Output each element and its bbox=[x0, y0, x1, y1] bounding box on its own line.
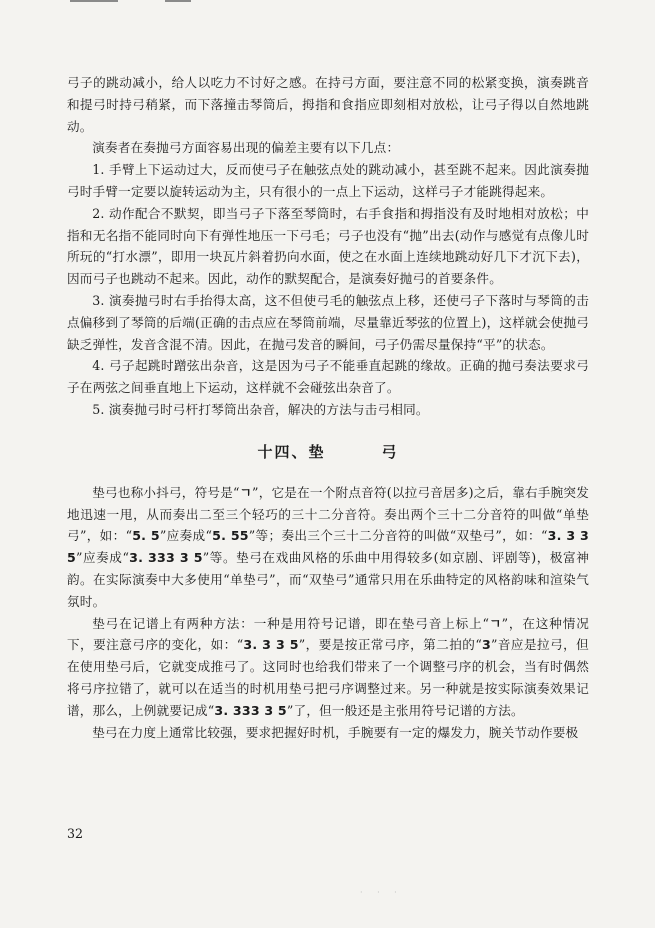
paragraph-notation-methods: 垫弓在记谱上有两种方法：一种是用符号记谱，即在垫弓音上标上“ㄱ”，在这种情况下，要注意弓序的变化，如：“3. 3 3 5”，要是按正常弓序，第二拍的“3”音应是拉弓，但在使用垫弓后，它就变成推弓了。这同时也给我们带来了一个调整弓序的机会，当有时偶然将弓序拉错了，就可以在适当的时机用垫弓把弓序调整过来。另一种就是按实际演奏效果记谱，那么，上例就要记成“3. 333 3 5”了，但一般还是主张用符号记谱的方法。 bbox=[67, 615, 589, 718]
notation-example: 3. 333 3 5 bbox=[129, 550, 203, 566]
dianbow-symbol: ㄱ bbox=[239, 484, 253, 500]
list-item-3: 3. 演奏抛弓时右手抬得太高，这不但使弓毛的触弦点上移，还使弓子下落时与琴筒的击点偏移到了琴筒的后端(正确的击点应在琴筒前端，尽量靠近琴弦的位置上)，这样就会使抛弓缺乏弹性，发音含混不清。因此，在抛弓发音的瞬间，弓子仍需尽量保持“平”的状态。 bbox=[67, 292, 589, 352]
list-item-4: 4. 弓子起跳时蹭弦出杂音，这是因为弓子不能垂直起跳的缘故。正确的抛弓奏法要求弓子在两弦之间垂直地上下运动，这样就不会碰弦出杂音了。 bbox=[67, 358, 589, 396]
notation-example: 3. 333 3 5 bbox=[214, 702, 287, 718]
heading-part-2: 弓 bbox=[381, 442, 399, 461]
list-item-1: 1. 手臂上下运动过大，反而使弓子在触弦点处的跳动减小，甚至跳不起来。因此演奏抛弓时手臂一定要以旋转运动为主，只有很小的一点上下运动，这样弓子才能跳得起来。 bbox=[67, 162, 589, 199]
list-item-5: 5. 演奏抛弓时弓杆打琴筒出杂音，解决的方法与击弓相同。 bbox=[92, 401, 429, 417]
notation-example: 5. 5 bbox=[132, 528, 160, 544]
dianbow-symbol: ㄱ bbox=[489, 615, 502, 631]
list-item-2: 2. 动作配合不默契，即当弓子下落至琴筒时，右手食指和拇指没有及时地相对放松；中指和无名指不能同时向下有弹性地压一下弓毛；弓子也没有“抛”出去(动作与感觉有点像儿时所玩的“打水漂”，即用一块瓦片斜着扔向水面，使之在水面上连续地跳动好几下才沉下去)，因而弓子也跳动不起来。因此，动作的默契配合，是演奏好抛弓的首要条件。 bbox=[67, 205, 589, 287]
notation-example: 3. 3 3 5 bbox=[243, 637, 299, 653]
paragraph-dianbow-strength: 垫弓在力度上通常比较强，要求把握好时机，手腕要有一定的爆发力，腕关节动作要极 bbox=[92, 724, 579, 740]
paragraph-continued: 弓子的跳动减小，给人以吃力不讨好之感。在持弓方面，要注意不同的松紧变换，演奏跳音和提弓时持弓稍紧，而下落撞击琴筒后，拇指和食指应即刻相对放松，让弓子得以自然地跳动。 bbox=[67, 75, 589, 134]
notation-example: 5. 55 bbox=[212, 528, 249, 544]
page-number: 32 bbox=[67, 826, 84, 841]
footer-dots: · · · bbox=[360, 888, 403, 897]
paragraph-intro: 演奏者在奏抛弓方面容易出现的偏差主要有以下几点： bbox=[92, 140, 400, 156]
notation-example: 3. 3 3 5 bbox=[67, 528, 589, 566]
section-heading bbox=[67, 441, 589, 462]
heading-part-1: 十四、垫 bbox=[257, 442, 326, 461]
top-rule-2 bbox=[165, 0, 191, 2]
top-rule-1 bbox=[70, 0, 118, 2]
page-body bbox=[67, 72, 589, 743]
paragraph-dianbow-definition: 垫弓也称小抖弓，符号是“ㄱ”，它是在一个附点音符(以拉弓音居多)之后，靠右手腕突发地迅速一甩，从而奏出二至三个轻巧的三十二分音符。奏出两个三十二分音符的叫做“单垫弓”，如：“5. 5”应奏成“5. 55”等；奏出三个三十二分音符的叫做“双垫弓”，如：“3. 3 3 5”应奏成“3. 333 3 5”等。垫弓在戏曲风格的乐曲中用得较多(如京剧、评剧等)，极富神韵。在实际演奏中大多使用“单垫弓”，而“双垫弓”通常只用在乐曲特定的风格韵味和渲染气氛时。 bbox=[67, 484, 590, 609]
notation-example: 3 bbox=[481, 637, 491, 653]
